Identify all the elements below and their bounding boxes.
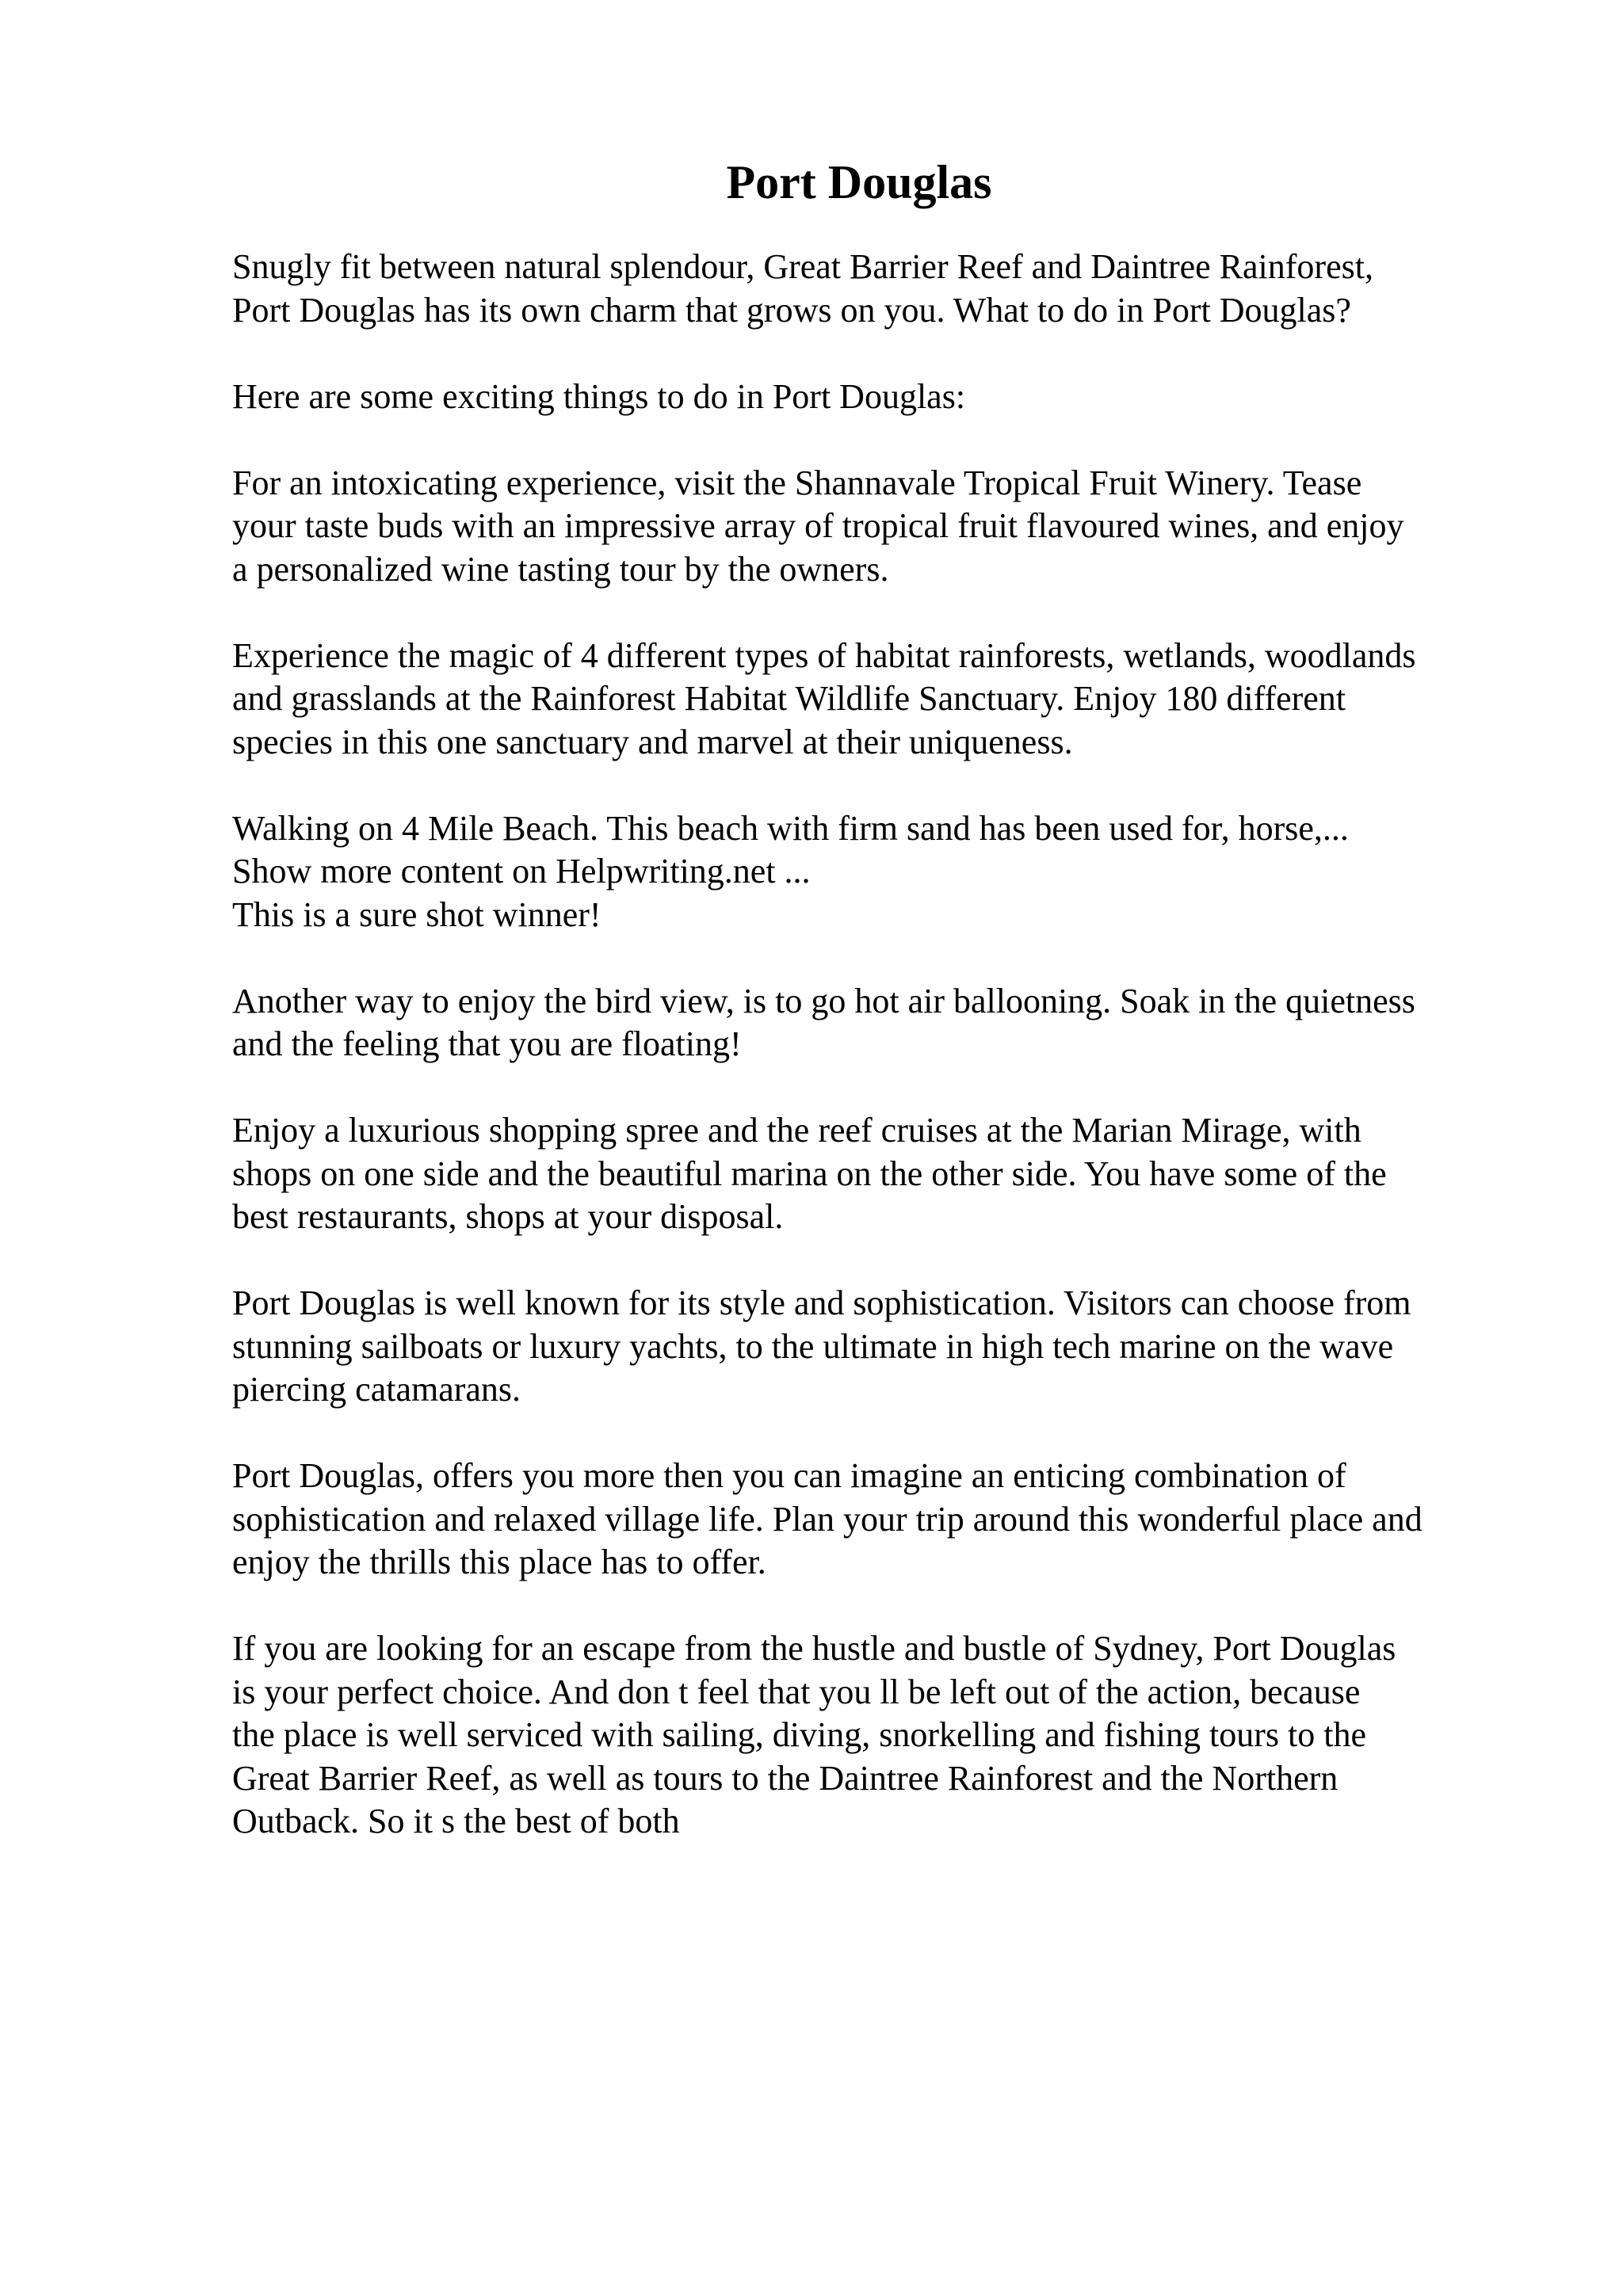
text-line: enjoy the thrills this place has to offer. — [232, 1543, 766, 1581]
text-line: Snugly fit between natural splendour, Great Barrier Reef and Daintree Rainforest, — [232, 247, 1373, 286]
paragraph-escape — [232, 1627, 1500, 1844]
text-line: your taste buds with an impressive array of tropical fruit flavoured wines, and enjoy — [232, 506, 1404, 545]
text-line: best restaurants, shops at your disposal. — [232, 1197, 784, 1236]
paragraph-sanctuary — [232, 635, 1500, 765]
text-line: shops on one side and the beautiful marina on the other side. You have some of the — [232, 1154, 1387, 1193]
paragraph-things-to-do — [232, 376, 1500, 419]
paragraph-village-life — [232, 1455, 1500, 1585]
text-line: Another way to enjoy the bird view, is to go hot air ballooning. Soak in the quietness — [232, 981, 1415, 1020]
text-line: For an intoxicating experience, visit the Shannavale Tropical Fruit Winery. Tease — [232, 463, 1362, 502]
document-body — [232, 246, 1500, 1886]
paragraph-style — [232, 1282, 1500, 1412]
text-line: stunning sailboats or luxury yachts, to the ultimate in high tech marine on the wave — [232, 1326, 1394, 1366]
text-line: This is a sure shot winner! — [232, 894, 601, 934]
text-line: piercing catamarans. — [232, 1370, 521, 1409]
paragraph-shopping — [232, 1109, 1500, 1239]
text-line: Outback. So it s the best of both — [232, 1802, 680, 1840]
text-line: Port Douglas has its own charm that grows on you. What to do in Port Douglas? — [232, 290, 1351, 330]
text-line: species in this one sanctuary and marvel at their uniqueness. — [232, 722, 1073, 761]
paragraph-beach — [232, 807, 1500, 937]
text-line: Experience the magic of 4 different types of habitat rainforests, wetlands, woodlands — [232, 635, 1416, 675]
page-title: Port Douglas — [726, 156, 992, 208]
paragraph-ballooning — [232, 980, 1500, 1066]
text-line: is your perfect choice. And don t feel that you ll be left out of the action, because — [232, 1672, 1361, 1711]
text-line: Port Douglas is well known for its style and sophistication. Visitors can choose from — [232, 1283, 1411, 1322]
text-line: the place is well serviced with sailing, diving, snorkelling and fishing tours to the — [232, 1715, 1366, 1754]
text-line: If you are looking for an escape from the hustle and bustle of Sydney, Port Douglas — [232, 1629, 1396, 1668]
text-line: a personalized wine tasting tour by the owners. — [232, 549, 889, 589]
text-line: Enjoy a luxurious shopping spree and the reef cruises at the Marian Mirage, with — [232, 1111, 1361, 1150]
show-more-text: Show more content on Helpwriting.net ... — [232, 852, 811, 891]
paragraph-intro — [232, 246, 1500, 332]
text-line: Walking on 4 Mile Beach. This beach with firm sand has been used for, horse,... — [232, 808, 1349, 848]
text-line: Great Barrier Reef, as well as tours to the Daintree Rainforest and the Northern — [232, 1758, 1338, 1798]
text-line: Here are some exciting things to do in Port Douglas: — [232, 376, 966, 416]
text-line: and the feeling that you are floating! — [232, 1024, 742, 1063]
text-line: and grasslands at the Rainforest Habitat Wildlife Sanctuary. Enjoy 180 different — [232, 679, 1346, 718]
text-line: Port Douglas, offers you more then you can imagine an enticing combination of — [232, 1456, 1346, 1495]
paragraph-winery — [232, 462, 1500, 592]
text-line: sophistication and relaxed village life. Plan your trip around this wonderful place and — [232, 1499, 1423, 1539]
